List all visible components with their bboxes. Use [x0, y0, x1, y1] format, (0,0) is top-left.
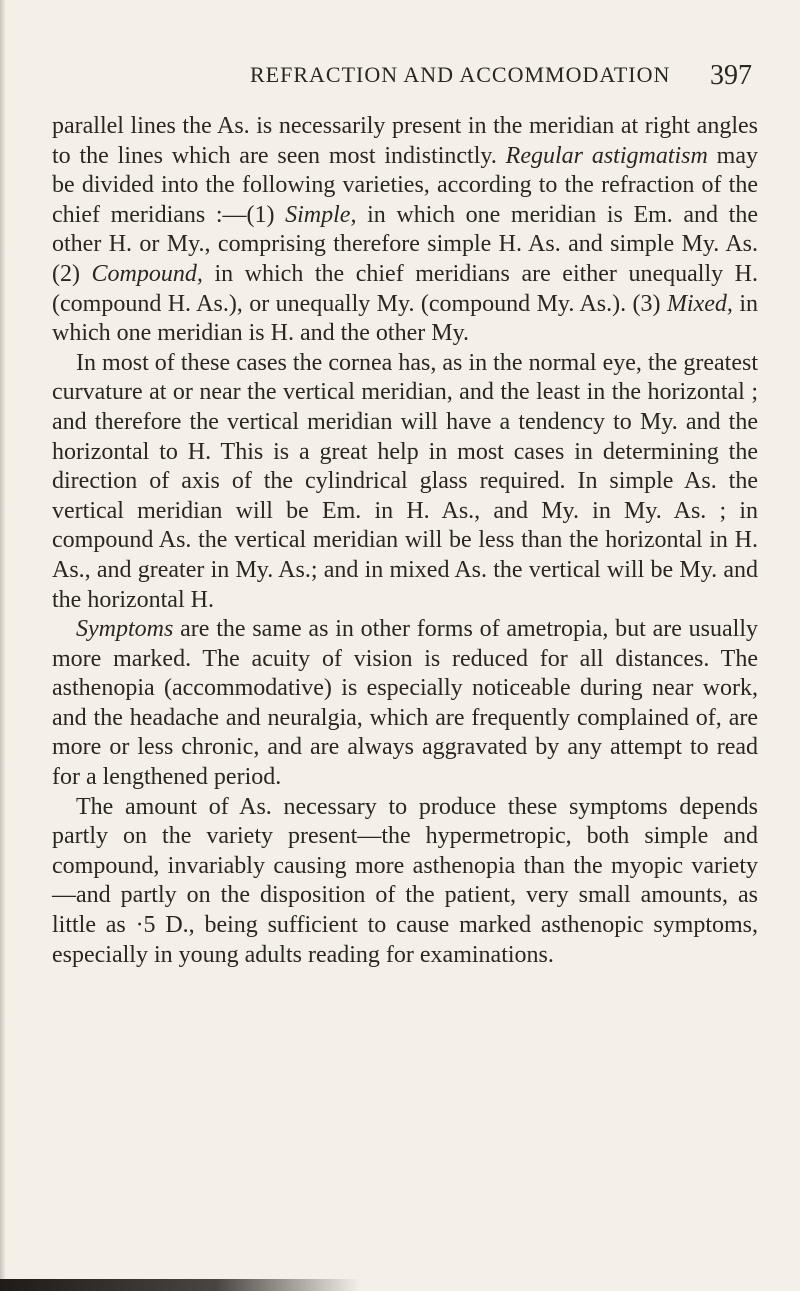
- text-span: parallel lines the As. is necessarily present in the meridian at right angles to the lines which are seen most indistinctly.: [52, 113, 758, 169]
- text-span: in which one meridian is H. and the other My.: [52, 290, 758, 347]
- italic-term-regular-astigmatism: Regular astigmatism: [505, 142, 708, 169]
- text-span: in which the chief meridians are either unequally H. (compound H. As.), or unequally My. (compound My. As.). (3): [52, 260, 759, 317]
- italic-term-simple: Simple,: [285, 201, 357, 228]
- paragraph-regular-astigmatism: [52, 112, 758, 349]
- paragraph-symptoms: [52, 615, 758, 793]
- page-edge: [0, 0, 6, 1291]
- paragraph-cornea-curvature: In most of these cases the cornea has, as in the normal eye, the greatest curvature at or near the vertical meridian, and the least in the horizontal ; and therefore the vertical meridian will have a tendency to My. and the horizontal to H. This is a great help in most cases in determining the direction of axis of the cylindrical glass required. In simple As. the vertical meridian will be Em. in H. As., and My. in My. As. ; in compound As. the vertical meridian will be less than the horizontal in H. As., and greater in My. As.; and in mixed As. the vertical will be My. and the horizontal H.: [52, 349, 758, 613]
- text-span: in which one meridian is Em. and the other H. or My., comprising therefore simple H. As. and simple My. As. (2): [52, 201, 758, 287]
- paragraph-amount-of-astigmatism: The amount of As. necessary to produce these symptoms depends partly on the variety present—the hypermetropic, both simple and compound, invariably causing more asthenopia than the myopic variety—and partly on the disposition of the patient, very small amounts, as little as ·5 D., being sufficient to cause marked asthenopic symptoms, especially in young adults reading for examinations.: [52, 793, 758, 968]
- italic-term-compound: Compound,: [91, 260, 203, 287]
- italic-term-symptoms: Symptoms: [76, 616, 174, 643]
- running-header: [0, 60, 800, 94]
- page-bottom-shadow: [0, 1279, 360, 1291]
- text-span: are the same as in other forms of ametropia, but are usually more marked. The acuity of vision is reduced for all distances. The asthenopia (accommodative) is especially noticeable during near work, and the headache and neuralgia, which are frequently complained of, are more or less chronic, and are always aggravated by any attempt to read for a lengthened period.: [52, 616, 758, 791]
- running-title: REFRACTION AND ACCOMMODATION: [250, 62, 671, 87]
- page-number: 397: [710, 60, 752, 91]
- body-text: [52, 112, 758, 1232]
- italic-term-mixed: Mixed,: [666, 290, 733, 317]
- text-span: may be divided into the following varieties, according to the refraction of the chief meridians :—(1): [52, 142, 758, 228]
